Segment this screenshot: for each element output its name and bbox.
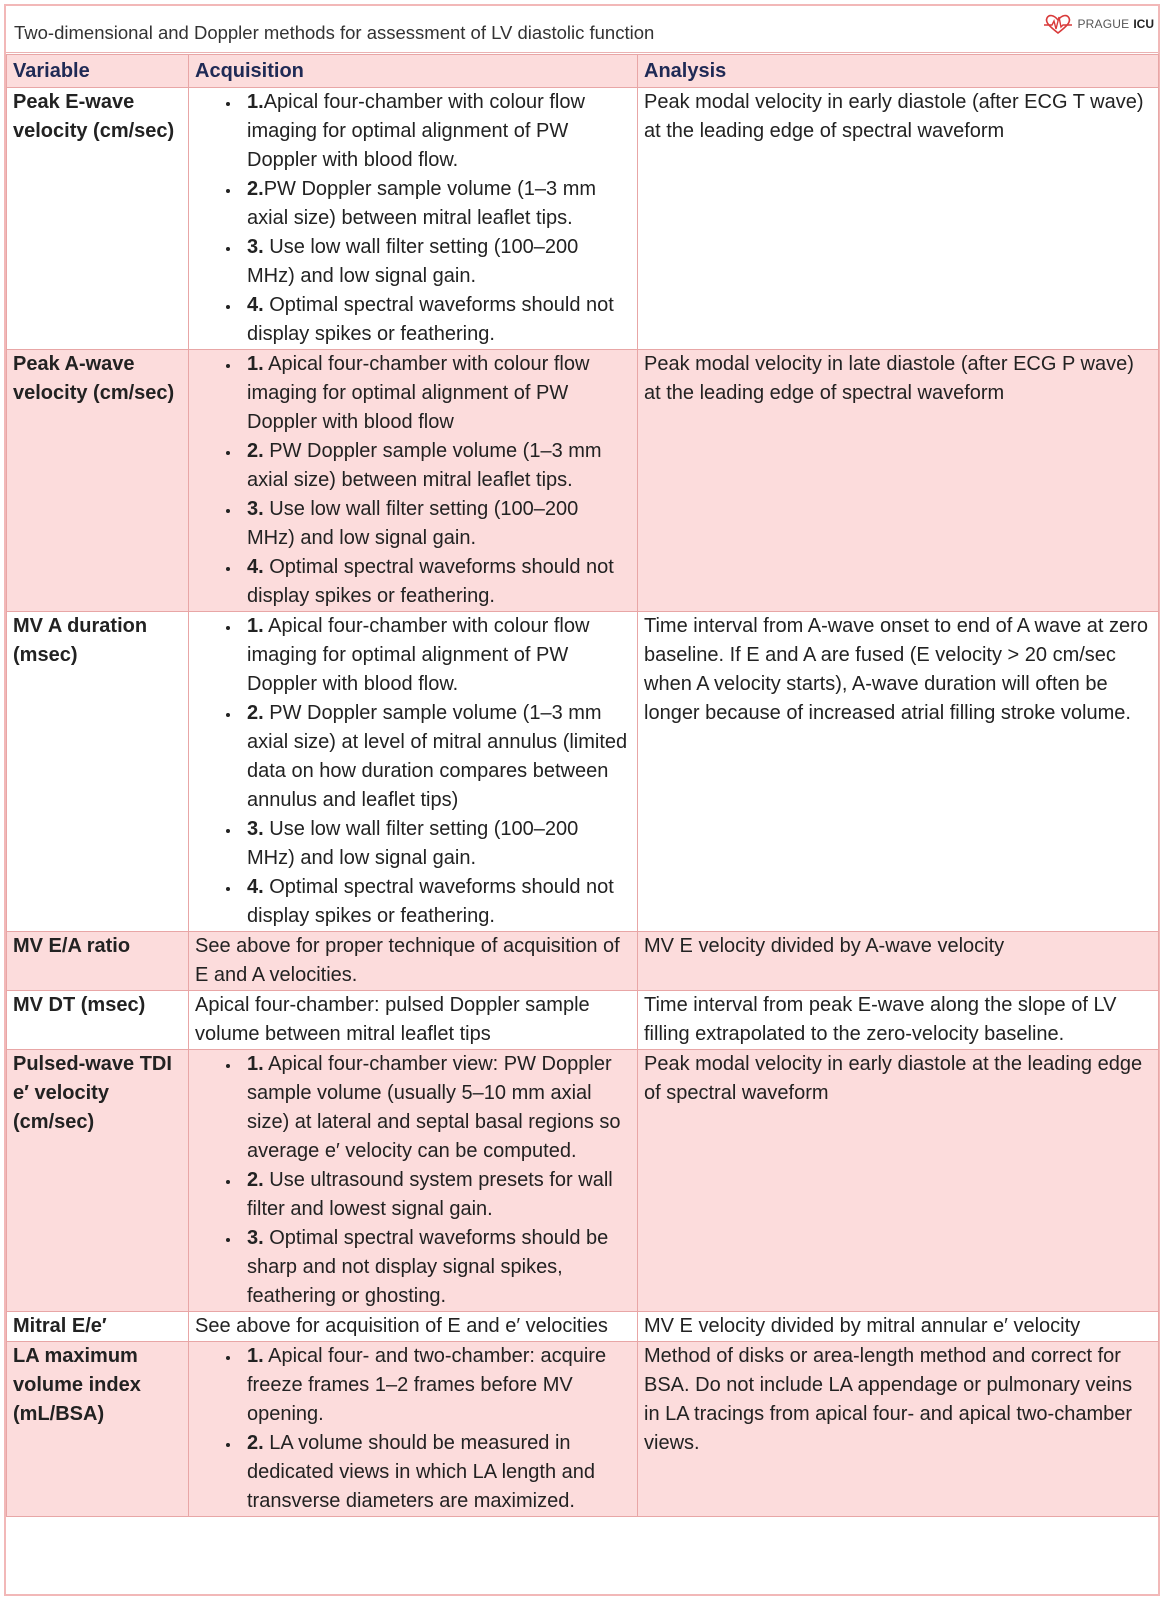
acquisition-cell xyxy=(189,350,638,612)
step-number: 1. xyxy=(247,1053,264,1075)
table-row xyxy=(7,932,1159,991)
acquisition-step xyxy=(241,873,631,931)
table-header-row xyxy=(7,55,1159,88)
step-text: Use low wall filter setting (100–200 MHz) and low signal gain. xyxy=(247,498,579,549)
step-number: 4. xyxy=(247,876,264,898)
table-row xyxy=(7,1312,1159,1342)
variable-cell: Peak A-wave velocity (cm/sec) xyxy=(7,350,189,612)
logo-text-prague: PRAGUE xyxy=(1077,17,1130,31)
acquisition-cell xyxy=(189,1050,638,1312)
acquisition-step xyxy=(241,291,631,349)
acquisition-step xyxy=(241,437,631,495)
acquisition-cell xyxy=(189,612,638,932)
acquisition-step xyxy=(241,815,631,873)
variable-cell: Peak E-wave velocity (cm/sec) xyxy=(7,88,189,350)
acquisition-step xyxy=(241,1166,631,1224)
step-number: 3. xyxy=(247,818,264,840)
acquisition-step xyxy=(241,553,631,611)
table-row xyxy=(7,88,1159,350)
title-bar xyxy=(6,6,1158,53)
prague-icu-logo xyxy=(1043,13,1154,35)
step-number: 2. xyxy=(247,440,264,462)
analysis-cell: Method of disks or area-length method and correct for BSA. Do not include LA appendage or pulmonary veins in LA tracings from apical four- and apical two-chamber views. xyxy=(638,1342,1159,1517)
acquisition-cell: See above for proper technique of acquisition of E and A velocities. xyxy=(189,932,638,991)
acquisition-step xyxy=(241,1050,631,1166)
acquisition-cell: Apical four-chamber: pulsed Doppler sample volume between mitral leaflet tips xyxy=(189,991,638,1050)
analysis-cell: MV E velocity divided by mitral annular e′ velocity xyxy=(638,1312,1159,1342)
acquisition-cell: See above for acquisition of E and e′ velocities xyxy=(189,1312,638,1342)
step-number: 1. xyxy=(247,353,264,375)
step-number: 1. xyxy=(247,91,264,113)
analysis-cell: Peak modal velocity in early diastole (after ECG T wave) at the leading edge of spectral waveform xyxy=(638,88,1159,350)
table-row xyxy=(7,1050,1159,1312)
step-number: 3. xyxy=(247,236,264,258)
analysis-cell: Peak modal velocity in early diastole at the leading edge of spectral waveform xyxy=(638,1050,1159,1312)
step-number: 3. xyxy=(247,1227,264,1249)
step-text: Optimal spectral waveforms should be sharp and not display signal spikes, feathering or ghosting. xyxy=(247,1227,609,1307)
step-text: Optimal spectral waveforms should not display spikes or feathering. xyxy=(247,556,614,607)
acquisition-step xyxy=(241,350,631,437)
step-text: Apical four-chamber with colour flow imaging for optimal alignment of PW Doppler with blood flow. xyxy=(247,615,590,695)
step-text: Apical four-chamber with colour flow imaging for optimal alignment of PW Doppler with blood flow xyxy=(247,353,590,433)
step-number: 2. xyxy=(247,702,264,724)
step-number: 2. xyxy=(247,178,264,200)
step-text: Use ultrasound system presets for wall filter and lowest signal gain. xyxy=(247,1169,613,1220)
step-text: PW Doppler sample volume (1–3 mm axial size) at level of mitral annulus (limited data on how duration compares between annulus and leaflet tips) xyxy=(247,702,628,811)
logo-text-icu: ICU xyxy=(1133,17,1154,31)
page-title: Two-dimensional and Doppler methods for assessment of LV diastolic function xyxy=(14,22,655,43)
step-number: 4. xyxy=(247,556,264,578)
analysis-cell: Time interval from peak E-wave along the slope of LV filling extrapolated to the zero-velocity baseline. xyxy=(638,991,1159,1050)
table-row xyxy=(7,612,1159,932)
step-number: 1. xyxy=(247,1345,264,1367)
acquisition-step xyxy=(241,1224,631,1311)
column-header-variable: Variable xyxy=(7,55,189,88)
table-row xyxy=(7,350,1159,612)
acquisition-steps xyxy=(195,1050,631,1311)
acquisition-cell xyxy=(189,88,638,350)
step-text: PW Doppler sample volume (1–3 mm axial size) between mitral leaflet tips. xyxy=(247,178,597,229)
acquisition-step xyxy=(241,233,631,291)
acquisition-cell xyxy=(189,1342,638,1517)
acquisition-steps xyxy=(195,1342,631,1516)
table-row xyxy=(7,991,1159,1050)
step-text: PW Doppler sample volume (1–3 mm axial size) between mitral leaflet tips. xyxy=(247,440,602,491)
variable-cell: MV E/A ratio xyxy=(7,932,189,991)
step-number: 2. xyxy=(247,1169,264,1191)
analysis-cell: MV E velocity divided by A-wave velocity xyxy=(638,932,1159,991)
variable-cell: Pulsed-wave TDI e′ velocity (cm/sec) xyxy=(7,1050,189,1312)
step-text: Use low wall filter setting (100–200 MHz) and low signal gain. xyxy=(247,818,579,869)
step-text: Optimal spectral waveforms should not display spikes or feathering. xyxy=(247,876,614,927)
heart-ecg-icon xyxy=(1043,13,1073,35)
acquisition-step xyxy=(241,175,631,233)
variable-cell: LA maximum volume index (mL/BSA) xyxy=(7,1342,189,1517)
acquisition-step xyxy=(241,699,631,815)
acquisition-steps xyxy=(195,612,631,931)
step-text: Optimal spectral waveforms should not display spikes or feathering. xyxy=(247,294,614,345)
column-header-acquisition: Acquisition xyxy=(189,55,638,88)
variable-cell: MV A duration (msec) xyxy=(7,612,189,932)
variable-cell: Mitral E/e′ xyxy=(7,1312,189,1342)
acquisition-step xyxy=(241,1429,631,1516)
acquisition-steps xyxy=(195,88,631,349)
step-number: 2. xyxy=(247,1432,264,1454)
variable-cell: MV DT (msec) xyxy=(7,991,189,1050)
analysis-cell: Time interval from A-wave onset to end of A wave at zero baseline. If E and A are fused (E velocity > 20 cm/sec when A velocity starts), A-wave duration will often be longer because of increased atrial filling stroke volume. xyxy=(638,612,1159,932)
acquisition-step xyxy=(241,612,631,699)
diastolic-function-table xyxy=(6,54,1159,1517)
acquisition-step xyxy=(241,88,631,175)
step-number: 3. xyxy=(247,498,264,520)
acquisition-steps xyxy=(195,350,631,611)
column-header-analysis: Analysis xyxy=(638,55,1159,88)
step-text: LA volume should be measured in dedicated views in which LA length and transverse diameters are maximized. xyxy=(247,1432,596,1512)
step-text: Apical four-chamber with colour flow imaging for optimal alignment of PW Doppler with blood flow. xyxy=(247,91,585,171)
table-row xyxy=(7,1342,1159,1517)
step-text: Apical four-chamber view: PW Doppler sample volume (usually 5–10 mm axial size) at lateral and septal basal regions so average e′ velocity can be computed. xyxy=(247,1053,621,1162)
step-number: 1. xyxy=(247,615,264,637)
step-text: Use low wall filter setting (100–200 MHz) and low signal gain. xyxy=(247,236,579,287)
table-frame xyxy=(4,4,1160,1596)
step-text: Apical four- and two-chamber: acquire freeze frames 1–2 frames before MV opening. xyxy=(247,1345,607,1425)
step-number: 4. xyxy=(247,294,264,316)
acquisition-step xyxy=(241,495,631,553)
acquisition-step xyxy=(241,1342,631,1429)
analysis-cell: Peak modal velocity in late diastole (after ECG P wave) at the leading edge of spectral waveform xyxy=(638,350,1159,612)
